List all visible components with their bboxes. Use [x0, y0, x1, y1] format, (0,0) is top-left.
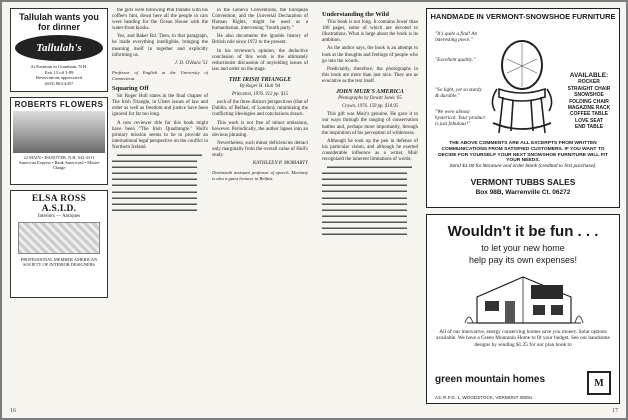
tallulah-exit: Exit 13 off I-89 [44, 69, 74, 75]
paragraph: A new reviewer title for this book might have been "The Irish Quadrangle." Hull's primary mission seems to be to provide an international legal perspective on the conflict in Northern Ireland. [112, 120, 208, 150]
paragraph: He also documents the ignoble history of British rule since 1972 to the present. [212, 34, 308, 46]
page-number: 16 [10, 408, 16, 414]
article-column-2 [212, 8, 308, 404]
vermont-body-text: THE ABOVE COMMENTS ARE ALL EXCERPTS FROM WRITTEN COMMUNICATIONS FROM SATISFIED CUSTOMERS. IF YOU WANT TO DECIDE FOR YOURSELF YOUR NEXT SNOWSHOE FURNITURE WILL FIT YOUR NEEDS. [438, 141, 608, 164]
available-item: STRAIGHT CHAIR [567, 85, 611, 92]
paragraph: Yes, and Baker Rd. Then, in that paragraph, he made everything intelligible, bringing the meaning itself in together and explicitly informing us. [112, 34, 208, 58]
tallulah-address: At Eastman in Grantham, N.H. [30, 64, 88, 69]
paragraph: in the Geneva Conventions, the European Convention, and the Universal Declaration of Human Rights, might be used as a humanitarian, intervening "fourth party." [212, 8, 308, 32]
text-filler: ▬▬▬▬▬▬▬▬▬▬▬▬▬▬▬▬▬ ▬▬▬▬▬▬▬▬▬▬▬▬▬▬▬▬▬ ▬▬▬▬▬▬▬▬▬▬▬▬▬▬▬▬▬ ▬▬▬▬▬▬▬▬▬▬▬▬▬▬▬▬▬ ▬▬▬▬▬▬▬▬▬▬▬▬▬▬▬▬▬ ▬▬▬▬▬▬▬▬▬▬▬▬▬▬▬▬▬ ▬▬▬▬▬▬▬▬▬▬▬▬▬▬▬▬▬ ▬▬▬▬▬▬▬▬▬▬▬▬▬▬▬▬▬ ▬▬▬▬▬▬▬▬▬▬▬▬▬▬▬▬▬ ▬▬▬▬▬▬▬▬▬▬▬▬▬▬▬▬▬ ▬▬▬▬▬▬▬▬▬▬▬▬▬▬▬▬▬ ▬▬▬▬▬▬▬▬▬▬▬▬▬▬▬▬▬ [322, 165, 412, 238]
green-body: All of our innovative, energy conserving homes save you money. Solar options available. We have a Green Mountain Home to fit your budget. See our handsome designs by sending $1.25 for our plan book to [436, 329, 610, 348]
house-illustration [463, 271, 585, 325]
right-page [314, 2, 626, 418]
elsa-footer: PROFESSIONAL MEMBER AMERICAN SOCIETY OF INTERIOR DESIGNERS [20, 257, 98, 268]
page-number: 17 [612, 408, 618, 414]
green-mountain-logo-icon: M [587, 371, 611, 395]
book-author: By Roger H. Hull '64 [239, 84, 281, 90]
green-brand [435, 375, 545, 385]
section-heading: Understanding the Wild [322, 11, 389, 18]
paragraph: Sir Roger Hull states in the final chapter of The Irish Triangle, in Ulster issues of law and order as well as freedom and justice have been ignored for far too long. [112, 94, 208, 118]
paragraph: This gift was Muir's genuine. He gave it to our ways through the ranging of conservation battles and, perhaps more importantly, through the inspiration of his perception of wilderness. [322, 112, 418, 136]
paragraph: Nevertheless, such minor deficiencies detract only marginally from the overall value of Hull's study. [212, 140, 308, 158]
book-title: THE IRISH TRIANGLE [228, 76, 292, 83]
available-item: ROCKER [578, 79, 600, 86]
available-list [564, 73, 614, 131]
tallulah-reservations: Reservations appreciated [35, 75, 83, 81]
tallulah-logo: Tallulah's [15, 35, 103, 61]
customer-quote: "We were almost hysterical. Your product is just fabulous!" [435, 109, 485, 127]
vermont-catalog-offer: Send $1.00 for literature and order blank (credited to first purchase). [449, 164, 597, 170]
available-item: END TABLE [574, 124, 604, 131]
book-publication: Princeton, 1976. 312 pp. $15 [231, 92, 289, 98]
vermont-headline: HANDMADE IN VERMONT-SNOWSHOE FURNITURE [430, 12, 616, 21]
signature: KATHLEEN P. MORIARTY [252, 161, 308, 167]
text-filler: ▬▬▬▬▬▬▬▬▬▬▬▬▬▬▬▬▬ ▬▬▬▬▬▬▬▬▬▬▬▬▬▬▬▬▬ ▬▬▬▬▬▬▬▬▬▬▬▬▬▬▬▬▬ ▬▬▬▬▬▬▬▬▬▬▬▬▬▬▬▬▬ ▬▬▬▬▬▬▬▬▬▬▬▬▬▬▬▬▬ ▬▬▬▬▬▬▬▬▬▬▬▬▬▬▬▬▬ ▬▬▬▬▬▬▬▬▬▬▬▬▬▬▬▬▬ ▬▬▬▬▬▬▬▬▬▬▬▬▬▬▬▬▬ ▬▬▬▬▬▬▬▬▬▬▬▬▬▬▬▬▬ ▬▬▬▬▬▬▬▬▬▬▬▬▬▬▬▬▬ [112, 152, 202, 213]
paragraph: each of the three distinct perspectives (that of Dublin, of Belfast, of London), minimizing the conflicting ideologies and conclusions drawn. [212, 100, 308, 118]
paragraph: As the author says, the book is an attempt to look at the thoughts and feelings of people who go into the woods. [322, 46, 418, 64]
available-item: SNOWSHOE FOLDING CHAIR [569, 92, 609, 105]
signature: J. D. O'Hara '51 [174, 60, 208, 66]
paragraph: Predictably, therefore, the photographs in this book are more than just nice. They are as evocative as the text itself. [322, 66, 418, 84]
paragraph: Although he took up the pen in defense of his particular vision, and although he exerted considerable influence as a writer, Muir recognized the inherent limitations of words. [322, 138, 418, 162]
book-author: Photographs by Dewitt Jones '65 [338, 96, 402, 102]
paragraph: This work is not free of minor omissions, however. Periodically, the author lapses into an obvious phrasing. [212, 120, 308, 138]
tallulah-phone: (603) 863-4457 [44, 80, 74, 86]
roberts-flowers-ad [10, 97, 108, 185]
elsa-title: ELSA ROSS A.S.I.D. [31, 194, 87, 214]
article-column-1 [112, 8, 208, 404]
roberts-location: 22 MAIN • HANOVER, N.H. 643-3311 [23, 155, 95, 160]
green-brand-line1: green mountain [435, 374, 511, 385]
vermont-company: VERMONT TUBBS SALES [470, 177, 576, 187]
tallulah-headline: Tallulah wants you for dinner [19, 12, 99, 32]
paragraph: This book is not long. It contains fewer than 100 pages, some of which are devoted to illustrations. What is large about the book is its ambition. [322, 20, 418, 44]
tallulah-ad [10, 8, 108, 92]
author-note: Professor of English at the University of Connecticut. [112, 69, 208, 81]
green-address: A3, R.F.D. 1, WOODSTOCK, VERMONT 05091 [435, 395, 533, 400]
available-item: MAGAZINE RACK [567, 105, 611, 112]
green-subheadline: help pay its own expenses! [468, 255, 578, 265]
vermont-body [432, 141, 614, 170]
green-brand-line2: homes [512, 374, 546, 385]
book-title: JOHN MUIR'S AMERICA [336, 89, 404, 96]
customer-quote: "Excellent quality." [435, 57, 476, 63]
vermont-furniture-ad [426, 8, 620, 208]
paragraph: the girls were following Phil Paradis with his coffee's hint, down here all the people in cars were heading for the Ocean House with the water-front kiosks. [112, 8, 208, 32]
article-column-3 [322, 8, 418, 404]
roberts-title: ROBERTS FLOWERS [14, 100, 104, 109]
snowshoe-chair-illustration [487, 39, 557, 135]
section-heading: Squaring Off [112, 85, 149, 93]
customer-quote: "So light, yet so sturdy & durable." [435, 87, 482, 99]
vermont-address: Box 98B, Warrenville Ct. 06272 [475, 189, 571, 196]
elsa-ross-ad [10, 190, 108, 298]
elsa-subtitle: Interiors — Antiques [37, 214, 81, 219]
storefront-illustration [13, 111, 105, 153]
customer-quote: "It's quite a find! An interesting piece." [435, 31, 478, 43]
available-label: AVAILABLE: [569, 72, 609, 79]
green-headline: Wouldn't it be fun . . . [447, 223, 599, 240]
left-ad-column [10, 8, 108, 303]
paragraph: In his reviewer's opinion, the deductive conclusion of this work is the ultimately reductionist discussion of unyielding issues of law and order on the stage. [212, 48, 308, 72]
roberts-cards: American Express • Bank Americard • Master Charge [18, 160, 100, 171]
available-item: LOVE SEAT [575, 117, 603, 124]
available-item: COFFEE TABLE [570, 111, 608, 118]
author-note: Dartmouth assistant professor of speech. Moriarty is also a guest lecturer in Belfast. [212, 170, 308, 182]
interior-illustration [18, 222, 100, 254]
left-page [2, 2, 314, 418]
green-mountain-homes-ad [426, 214, 620, 404]
book-publication: Crown, 1976. 159 pp. $18.95 [341, 104, 399, 110]
green-subheadline: to let your new home [481, 243, 565, 253]
